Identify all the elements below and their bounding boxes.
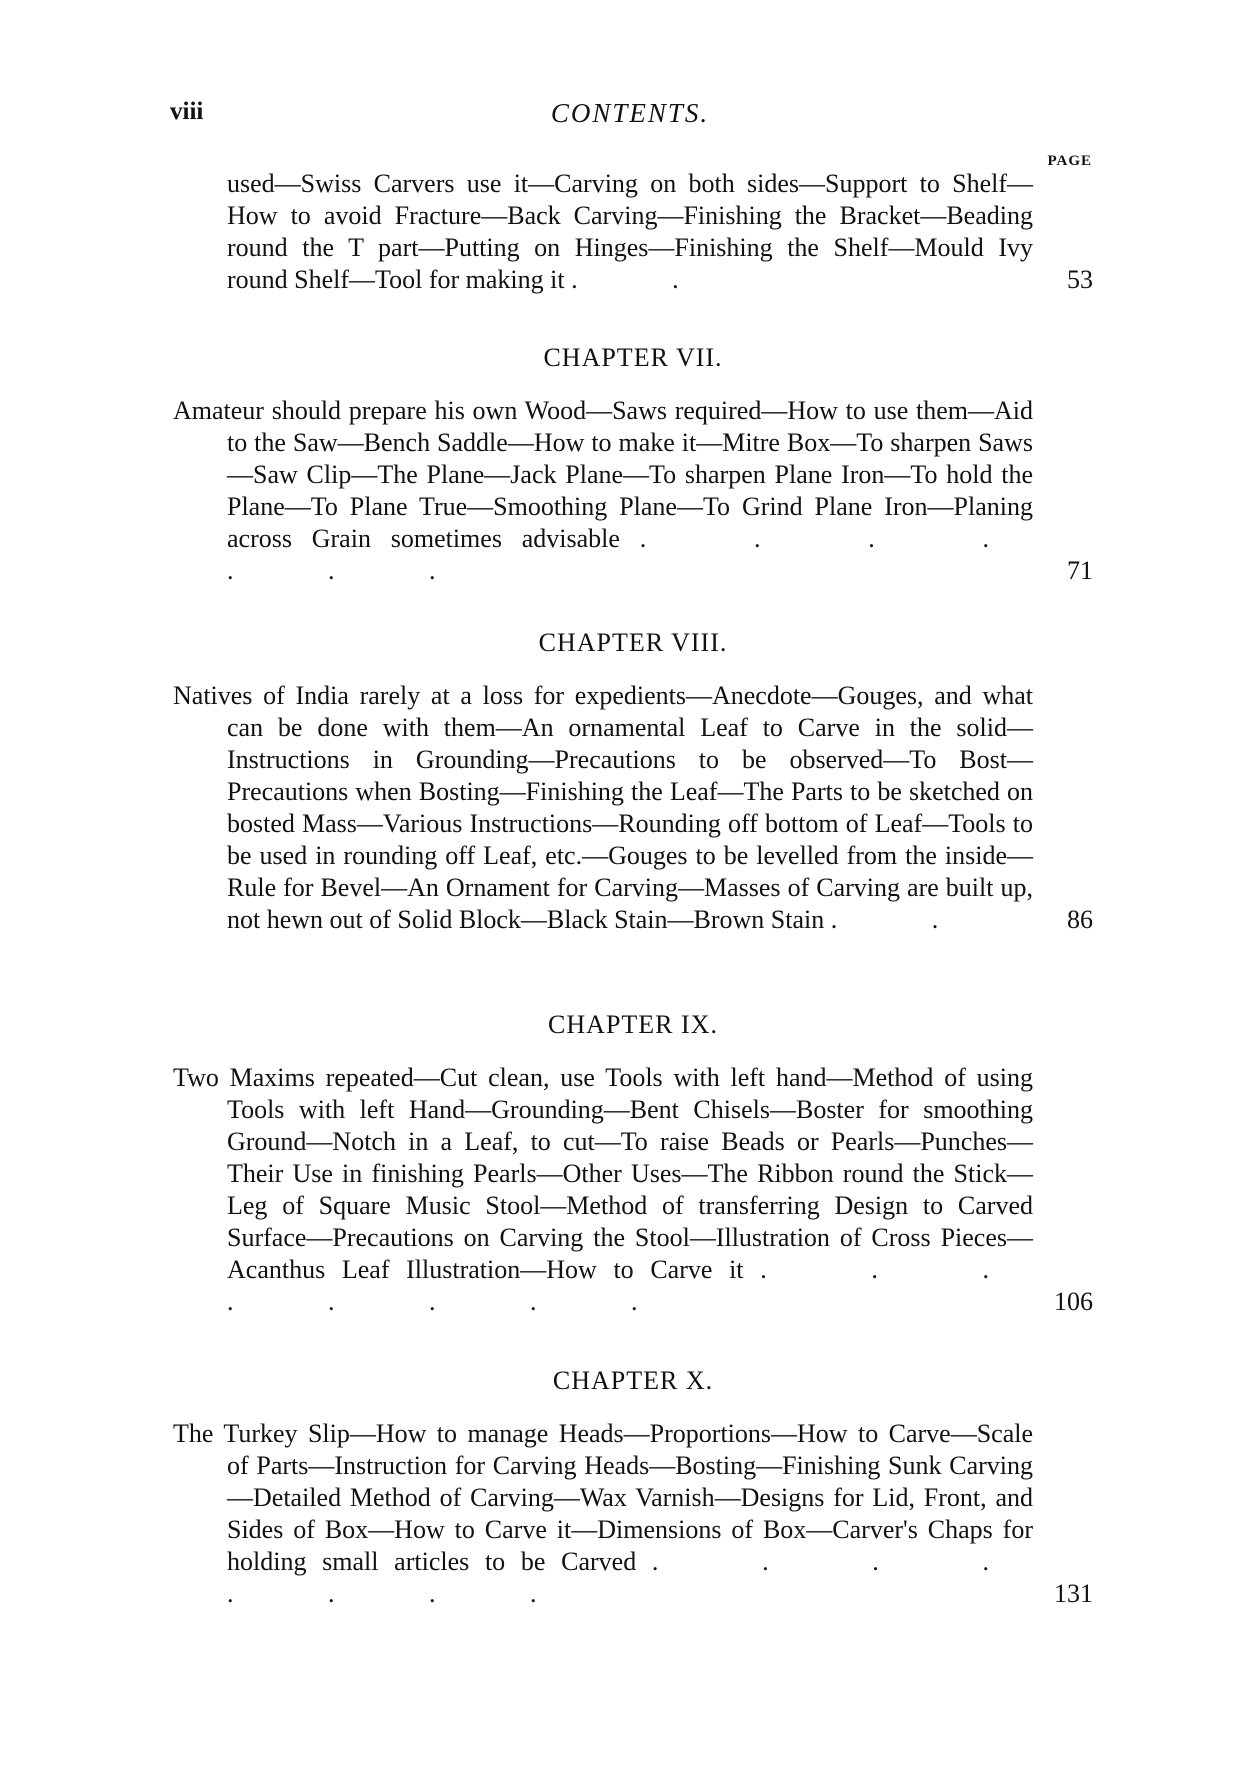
running-head <box>170 98 1090 138</box>
page-reference: 53 <box>1067 265 1093 294</box>
page-reference: 131 <box>1054 1579 1093 1608</box>
dot-leader: . . . . . . . . <box>227 1547 1034 1608</box>
page-number: viii <box>170 98 204 125</box>
page-column-label: PAGE <box>1047 153 1092 169</box>
chapter-heading: CHAPTER VIII. <box>538 628 728 657</box>
contents-entry-chapter-ix <box>173 1010 1093 1318</box>
running-title: CONTENTS. <box>550 98 710 128</box>
contents-entry-chapter-viii <box>173 628 1093 936</box>
chapter-summary: used—Swiss Carvers use it—Carving on both sides—Support to Shelf—How to avoid Fracture—Back Carving—Finishing the Bracket—Beading round the T part—Putting on Hinges—Finishing the Shelf—Mould Ivy round Shelf—Tool for making it . . 53 <box>227 169 1093 294</box>
page-reference: 71 <box>1067 556 1093 585</box>
contents-entry-continued <box>173 168 1093 296</box>
chapter-heading: CHAPTER X. <box>552 1366 714 1395</box>
chapter-heading: CHAPTER VII. <box>543 343 723 372</box>
dot-leader: . . <box>571 265 723 294</box>
contents-entry-chapter-x <box>173 1366 1093 1610</box>
chapter-summary: Amateur should prepare his own Wood—Saws required—How to use them—Aid to the Saw—Bench Saddle—How to make it—Mitre Box—To sharpen Saws—Saw Clip—The Plane—Jack Plane—To sharpen Plane Iron—To hold the Plane—To Plane True—Smoothing Plane—To Grind Plane Iron—Planing across Grain sometimes advisable . . . . . . . 71 <box>173 396 1093 585</box>
dot-leader: . . . . . . . . <box>227 1255 1034 1316</box>
chapter-summary: The Turkey Slip—How to manage Heads—Proportions—How to Carve—Scale of Parts—Instruction for Carving Heads—Bosting—Finishing Sunk Carving—Detailed Method of Carving—Wax Varnish—Designs for Lid, Front, and Sides of Box—How to Carve it—Dimensions of Box—Carver's Chaps for holding small articles to be Carved . . . . . . . . 131 <box>173 1419 1093 1608</box>
dot-leader: . . . . . . . <box>227 524 1034 585</box>
contents-entry-chapter-vii <box>173 343 1093 587</box>
chapter-heading: CHAPTER IX. <box>548 1010 718 1039</box>
dot-leader: . . <box>830 905 983 934</box>
chapter-summary: Two Maxims repeated—Cut clean, use Tools with left hand—Method of using Tools with left Hand—Grounding—Bent Chisels—Boster for smoothing Ground—Notch in a Leaf, to cut—To raise Beads or Pearls—Punches—Their Use in finishing Pearls—Other Uses—The Ribbon round the Stick—Leg of Square Music Stool—Method of transferring Design to Carved Surface—Precautions on Carving the Stool—Illustration of Cross Pieces—Acanthus Leaf Illustration—How to Carve it . . . . . . . . 106 <box>173 1063 1093 1316</box>
chapter-summary: Natives of India rarely at a loss for expedients—Anecdote—Gouges, and what can be done with them—An ornamental Leaf to Carve in the solid—Instructions in Grounding—Precautions to be observed—To Bost—Precautions when Bosting—Finishing the Leaf—The Parts to be sketched on bosted Mass—Various Instructions—Rounding off bottom of Leaf—Tools to be used in rounding off Leaf, etc.—Gouges to be levelled from the inside—Rule for Bevel—An Ornament for Carving—Masses of Carving are built up, not hewn out of Solid Block—Black Stain—Brown Stain . . 86 <box>173 681 1093 934</box>
page-reference: 106 <box>1054 1287 1093 1316</box>
page-reference: 86 <box>1067 905 1093 934</box>
